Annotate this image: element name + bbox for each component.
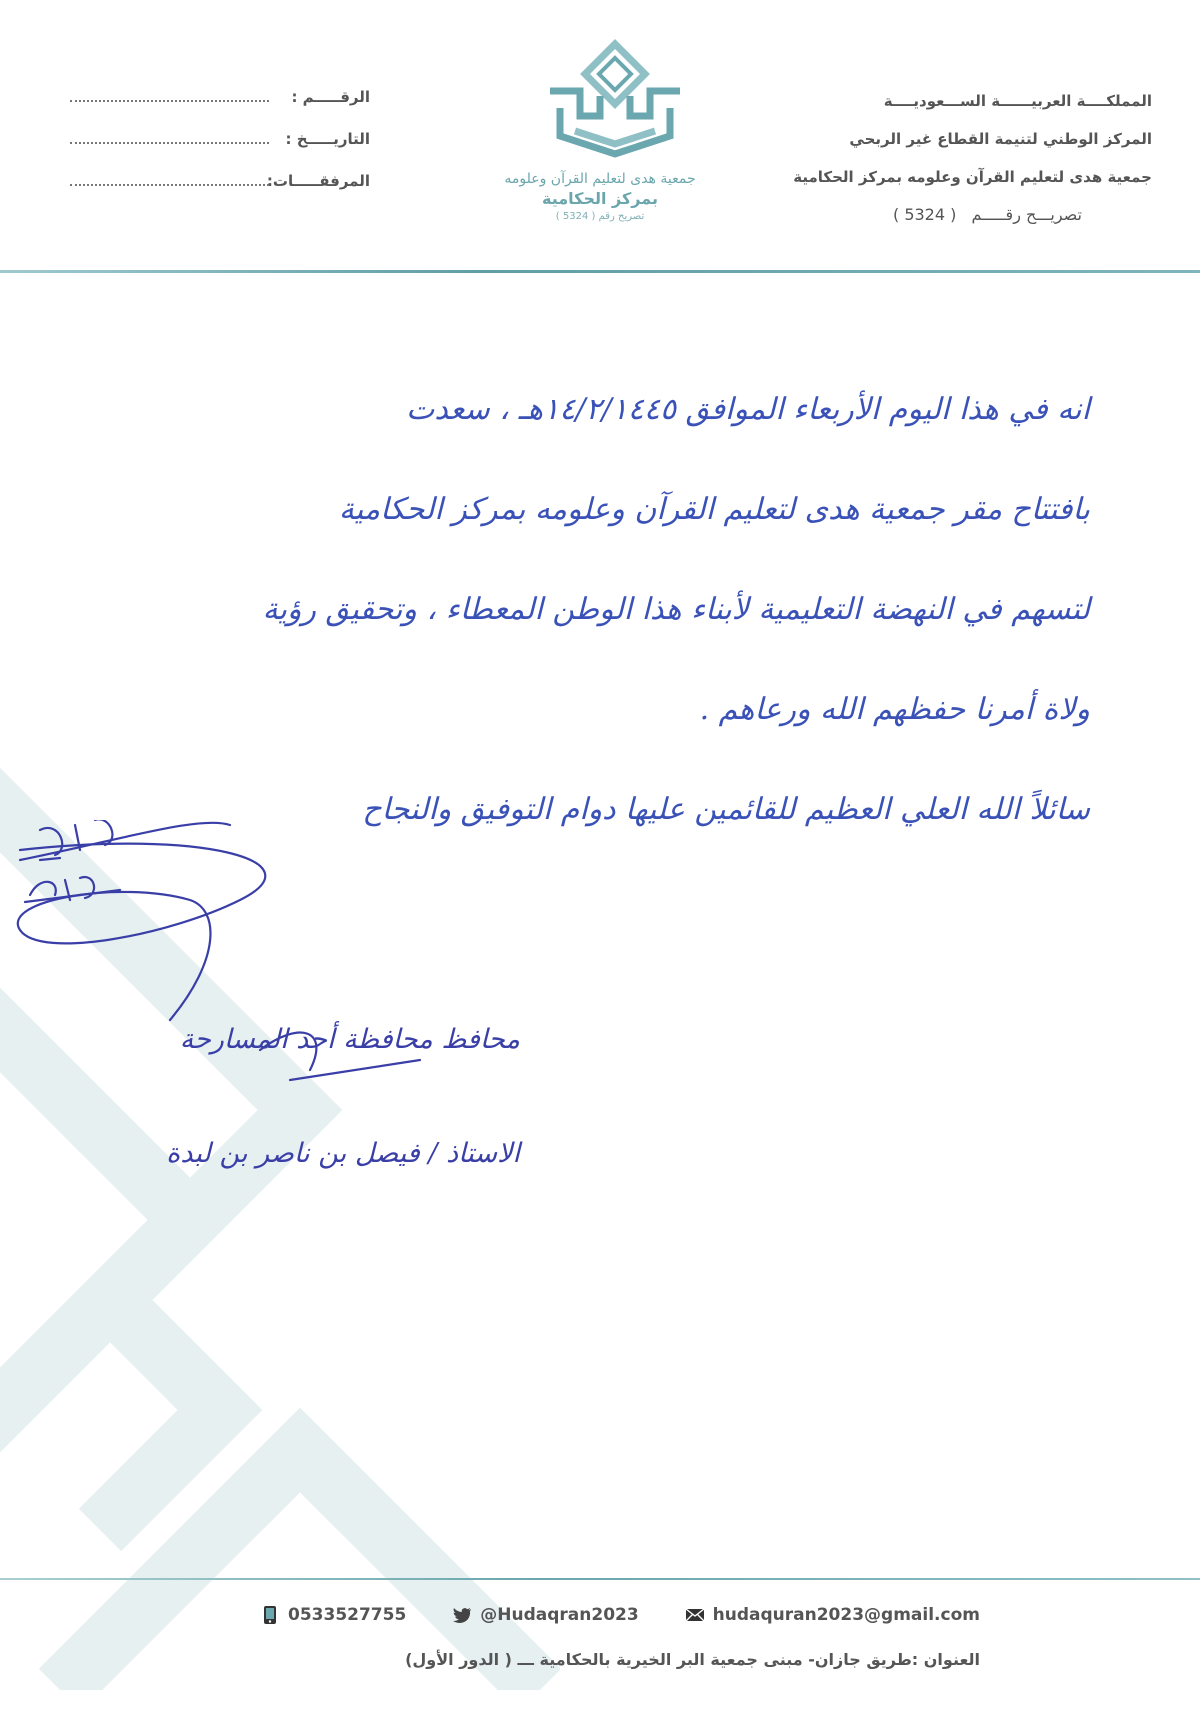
phone-contact [260,1605,406,1625]
logo-line-1: جمعية هدى لتعليم القرآن وعلومه [504,171,696,187]
number-dots [70,88,269,102]
email-address: hudaquran2023@gmail.com [712,1605,980,1625]
header-organization-block [732,82,1152,234]
twitter-contact [452,1605,638,1625]
number-field [70,88,370,130]
body-line-3: لتسهم في النهضة التعليمية لأبناء هذا الوطن المعطاء ، وتحقيق رؤية [262,592,1090,627]
date-field [70,130,370,172]
twitter-handle: @Hudaqran2023 [480,1605,639,1625]
signatory-title: محافظ محافظة أحد المسارحة [179,1024,520,1055]
logo-caption [470,170,730,224]
body-line-4: ولاة أمرنا حفظهم الله ورعاهم . [699,692,1090,727]
footer-divider [0,1578,1200,1580]
license-line [732,196,1152,234]
attachments-dots [70,172,269,186]
letter-body [100,380,1090,880]
association-logo-icon [540,36,690,161]
national-center-name: المركز الوطني لتنيمة القطاع غير الربحي [849,130,1152,148]
logo-line-2: بمركز الحكامية [542,189,658,208]
association-name: جمعية هدى لتعليم القرآن وعلومه بمركز الحكامية [793,168,1152,186]
twitter-icon [452,1605,472,1625]
country-name: المملكــــة العربيــــــة الســـعوديــــة [883,92,1152,110]
reference-fields [70,88,370,214]
date-dots [70,130,269,144]
email-icon [685,1605,705,1625]
license-number: ( 5324 ) [892,205,957,224]
header-divider [0,270,1200,273]
attachments-field [70,172,370,214]
email-contact [685,1605,980,1625]
signature-block [40,1020,520,1174]
footer-address: العنوان :طريق جازان- مبنى جمعية البر الخيرية بالحكامية ـــ ( الدور الأول) [405,1650,980,1669]
body-line-2: بافتتاح مقر جمعية هدى لتعليم القرآن وعلومه بمركز الحكامية [338,492,1090,527]
date-label: التاريـــــخ : [285,130,370,148]
footer-contacts [260,1600,980,1630]
phone-icon [260,1605,280,1625]
body-line-1: انه في هذا اليوم الأربعاء الموافق ١٤/٢/١٤٤٥هـ ، سعدت [406,392,1090,427]
license-label: تصريـــح رقـــــم [971,205,1082,224]
phone-number: 0533527755 [288,1605,407,1625]
attachments-label: المرفقـــــات: [266,172,370,190]
body-line-5: سائلاً الله العلي العظيم للقائمين عليها دوام التوفيق والنجاح [362,792,1090,827]
logo-line-3: تصريح رقم ( 5324 ) [555,211,645,222]
number-label: الرقـــــم : [291,88,370,106]
signatory-name: الاستاذ / فيصل بن ناصر بن لبدة [166,1138,520,1169]
